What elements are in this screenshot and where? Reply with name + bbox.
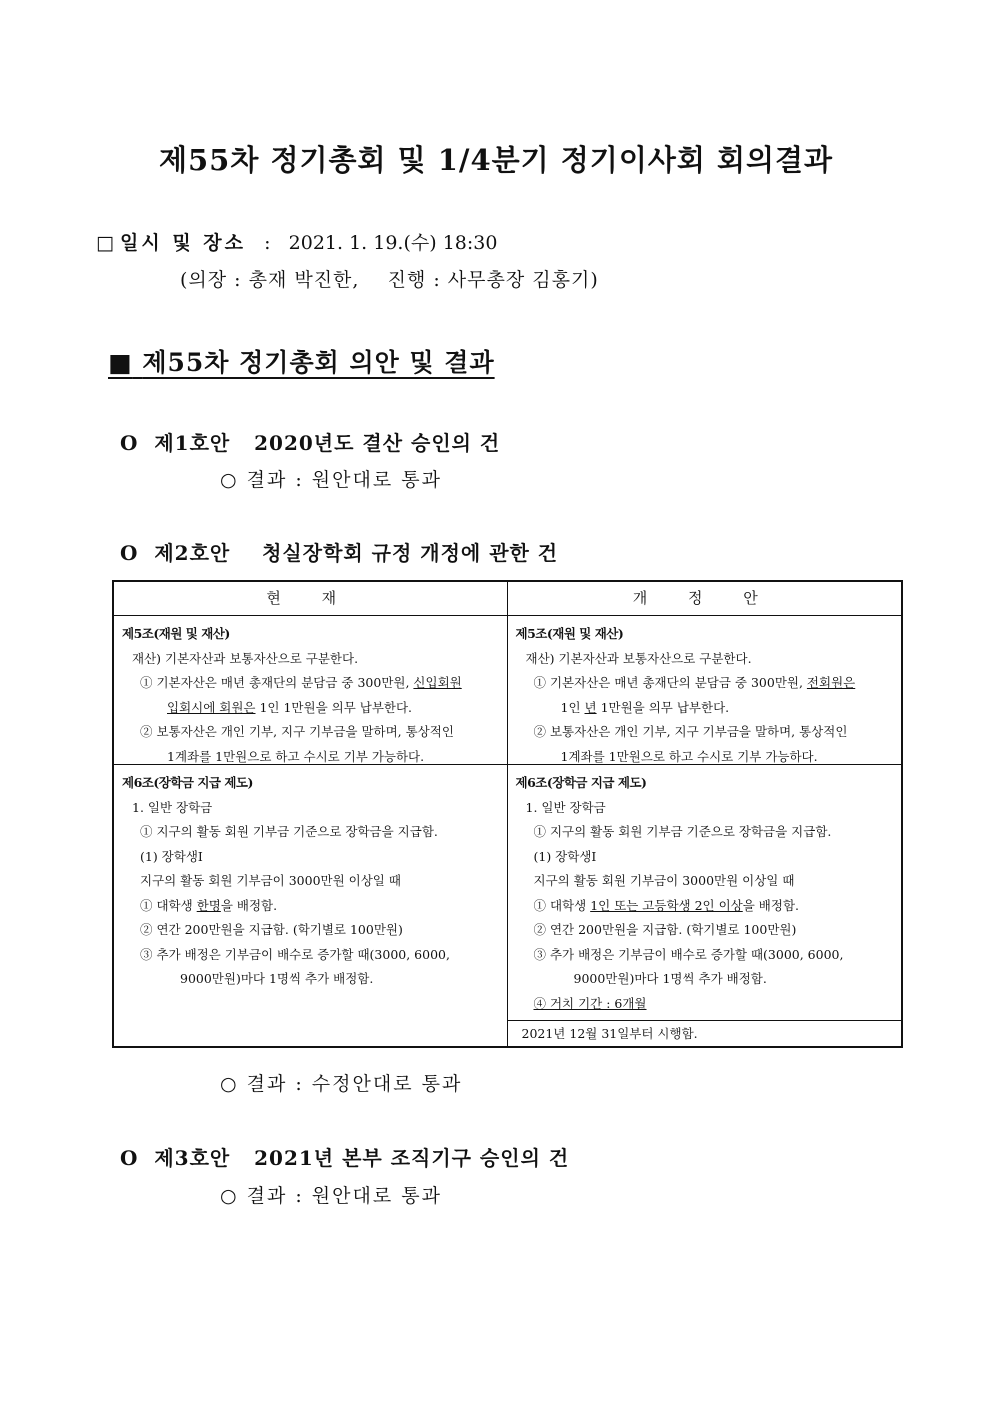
table-header-row — [113, 581, 902, 616]
text-line: ② 연간 200만원을 지급함. (학기별로 100만원) — [533, 922, 797, 937]
regulation-comparison-table — [112, 580, 903, 1048]
agenda-result-2: ○ 결과 : 수정안대로 통과 — [220, 1073, 463, 1095]
text-span: 을 배정함. — [220, 897, 278, 913]
article-heading: 제6조(장학금 지급 제도) — [122, 775, 253, 790]
text-line: (1) 장학생Ⅰ — [140, 848, 203, 864]
text-line — [122, 671, 503, 696]
underlined-text: 1인 또는 고등학생 2인 이상 — [590, 897, 743, 913]
table-row-article5 — [113, 616, 902, 765]
text-line: 재산) 기본자산과 보통자산으로 구분한다. — [132, 650, 359, 666]
underlined-text: 신입회원 — [413, 675, 462, 690]
text-span: 1인 — [560, 699, 585, 715]
text-line — [516, 696, 898, 721]
text-line: 재산) 기본자산과 보통자산으로 구분한다. — [525, 650, 752, 666]
text-span: 1인 1만원을 의무 납부한다. — [255, 699, 413, 715]
agenda-number: 제2호안 — [154, 541, 231, 565]
meeting-separator: : — [264, 232, 271, 254]
header-revised: 개 정 안 — [507, 581, 902, 616]
article-heading: 제5조(재원 및 재산) — [122, 626, 230, 641]
agenda-number: 제1호안 — [154, 431, 231, 455]
meeting-officials: (의장 : 총재 박진한, 진행 : 사무총장 김홍기) — [180, 269, 599, 291]
header-current: 현 재 — [113, 581, 507, 616]
text-line: 1계좌를 1만원으로 하고 수시로 기부 가능하다. — [560, 748, 818, 764]
underlined-text: 년 — [584, 699, 597, 715]
agenda-marker: O — [120, 1146, 139, 1170]
text-line: 지구의 활동 회원 기부금이 3000만원 이상일 때 — [140, 873, 401, 888]
text-line — [122, 696, 503, 721]
agenda-subject: 청실장학회 규정 개정에 관한 건 — [262, 541, 559, 565]
agenda-subject: 2021년 본부 조직기구 승인의 건 — [254, 1146, 570, 1170]
text-line: (1) 장학생Ⅰ — [533, 848, 597, 864]
text-span: ① 기본자산은 매년 총재단의 분담금 중 300만원, — [140, 675, 414, 690]
text-line: ② 보통자산은 개인 기부, 지구 기부금을 말하며, 통상적인 — [140, 724, 454, 739]
agenda-number: 제3호안 — [154, 1146, 231, 1170]
text-line: 9000만원)마다 1명씩 추가 배정함. — [180, 971, 374, 986]
cell-revised-article6 — [507, 765, 902, 1048]
agenda-item-3 — [120, 1142, 569, 1171]
agenda-marker: O — [120, 541, 139, 565]
agenda-marker: O — [120, 431, 139, 455]
cell-revised-article5 — [507, 616, 902, 765]
text-line: ② 보통자산은 개인 기부, 지구 기부금을 말하며, 통상적인 — [533, 724, 848, 739]
text-line — [516, 894, 898, 919]
checkbox-bullet-icon: □ — [96, 232, 114, 254]
text-span: ① 대학생 — [533, 897, 591, 913]
agenda-item-2 — [120, 537, 558, 566]
cell-current-article6 — [113, 765, 507, 1048]
section-heading — [108, 343, 495, 379]
text-line: 9000만원)마다 1명씩 추가 배정함. — [573, 971, 767, 986]
agenda-result-3: ○ 결과 : 원안대로 통과 — [220, 1185, 442, 1207]
article-heading: 제5조(재원 및 재산) — [515, 626, 624, 641]
underlined-text: 한명 — [196, 897, 221, 913]
meeting-label: 일시 및 장소 — [120, 232, 246, 254]
section-title: 제55차 정기총회 의안 및 결과 — [142, 348, 495, 377]
underlined-text: 입회시에 회원은 — [167, 699, 256, 715]
text-line: ④ 거치 기간 : 6개월 — [533, 995, 647, 1011]
text-span: ① 기본자산은 매년 총재단의 분담금 중 300만원, — [533, 675, 807, 690]
text-span: ① 대학생 — [140, 897, 197, 913]
page-title: 제55차 정기총회 및 1/4분기 정기이사회 회의결과 — [158, 143, 834, 177]
text-line: 지구의 활동 회원 기부금이 3000만원 이상일 때 — [533, 873, 795, 888]
effective-date: 2021년 12월 31일부터 시행함. — [508, 1020, 902, 1047]
table-row-article6 — [113, 765, 902, 1048]
text-line: ③ 추가 배정은 기부금이 배수로 증가할 때(3000, 6000, — [140, 946, 450, 962]
text-line: ① 지구의 활동 회원 기부금 기준으로 장학금을 지급함. — [533, 824, 832, 839]
text-line: ② 연간 200만원을 지급함. (학기별로 100만원) — [140, 922, 403, 937]
text-span: 1만원을 의무 납부한다. — [596, 699, 730, 715]
text-line — [122, 894, 503, 919]
text-span: 을 배정함. — [742, 897, 799, 913]
text-line: 1계좌를 1만원으로 하고 수시로 기부 가능하다. — [167, 748, 425, 764]
text-line: ③ 추가 배정은 기부금이 배수로 증가할 때(3000, 6000, — [533, 946, 844, 962]
agenda-subject: 2020년도 결산 승인의 건 — [254, 431, 501, 455]
square-bullet-icon: ■ — [108, 348, 133, 377]
article-heading: 제6조(장학금 지급 제도) — [515, 775, 647, 790]
text-line: ① 지구의 활동 회원 기부금 기준으로 장학금을 지급함. — [140, 824, 438, 839]
agenda-item-1 — [120, 427, 500, 456]
underlined-text: 전회원은 — [806, 675, 856, 690]
agenda-result-1: ○ 결과 : 원안대로 통과 — [220, 469, 442, 491]
meeting-datetime: 2021. 1. 19.(수) 18:30 — [288, 232, 498, 254]
text-line: 1. 일반 장학금 — [132, 799, 213, 815]
meeting-datetime-line — [96, 228, 497, 255]
text-line — [516, 671, 898, 696]
text-line: 1. 일반 장학금 — [525, 799, 606, 815]
cell-current-article5 — [113, 616, 507, 765]
